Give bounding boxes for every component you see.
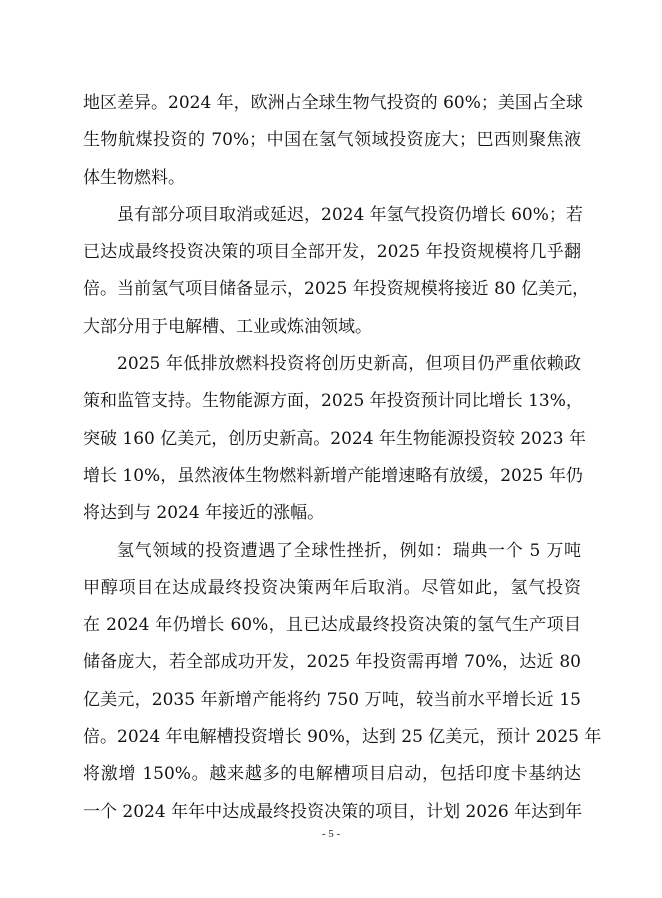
text-line: 地区差异。2024 年，欧洲占全球生物气投资的 60%；美国占全球: [83, 93, 583, 113]
text-line: 亿美元，2035 年新增产能将约 750 万吨，较当前水平增长近 15: [83, 689, 581, 710]
paragraph-1: [83, 92, 581, 204]
text-line: 虽有部分项目取消或延迟，2024 年氢气投资仍增长 60%；若: [117, 204, 583, 225]
document-body: [83, 92, 602, 838]
text-line: 生物航煤投资的 70%；中国在氢气领域投资庞大；巴西则聚焦液: [83, 130, 581, 151]
text-line: 倍。当前氢气项目储备显示，2025 年投资规模将接近 80 亿美元，: [83, 279, 590, 300]
text-line: 突破 160 亿美元，创历史新高。2024 年生物能源投资较 2023 年: [83, 428, 586, 449]
page-number: - 5 -: [321, 828, 341, 840]
text-line: 策和监管支持。生物能源方面，2025 年投资预计同比增长 13%，: [83, 391, 583, 412]
text-line: 大部分用于电解槽、工业或炼油领域。: [83, 316, 372, 337]
text-line: 在 2024 年仍增长 60%，且已达成最终投资决策的氢气生产项目: [83, 615, 581, 636]
text-line: 体生物燃料。: [83, 167, 185, 188]
text-line: 倍。2024 年电解槽投资增长 90%，达到 25 亿美元，预计 2025 年: [83, 727, 602, 748]
paragraph-2: [83, 204, 590, 353]
text-line: 甲醇项目在达成最终投资决策两年后取消。尽管如此，氢气投资: [83, 577, 581, 598]
text-line: 一个 2024 年年中达成最终投资决策的项目，计划 2026 年达到年: [83, 801, 583, 822]
text-line: 增长 10%，虽然液体生物燃料新增产能增速略有放缓，2025 年仍: [83, 465, 583, 486]
text-line: 氢气领域的投资遭遇了全球性挫折，例如：瑞典一个 5 万吨: [117, 540, 581, 561]
text-line: 将激增 150%。越来越多的电解槽项目启动，包括印度卡基纳达: [83, 764, 581, 785]
paragraph-4: [83, 540, 602, 838]
text-line: 储备庞大，若全部成功开发，2025 年投资需再增 70%，达近 80: [83, 652, 581, 673]
text-line: 已达成最终投资决策的项目全部开发，2025 年投资规模将几乎翻: [83, 242, 581, 263]
paragraph-3: [83, 353, 586, 539]
text-line: 将达到与 2024 年接近的涨幅。: [83, 503, 325, 524]
text-line: 2025 年低排放燃料投资将创历史新高，但项目仍严重依赖政: [117, 354, 581, 375]
